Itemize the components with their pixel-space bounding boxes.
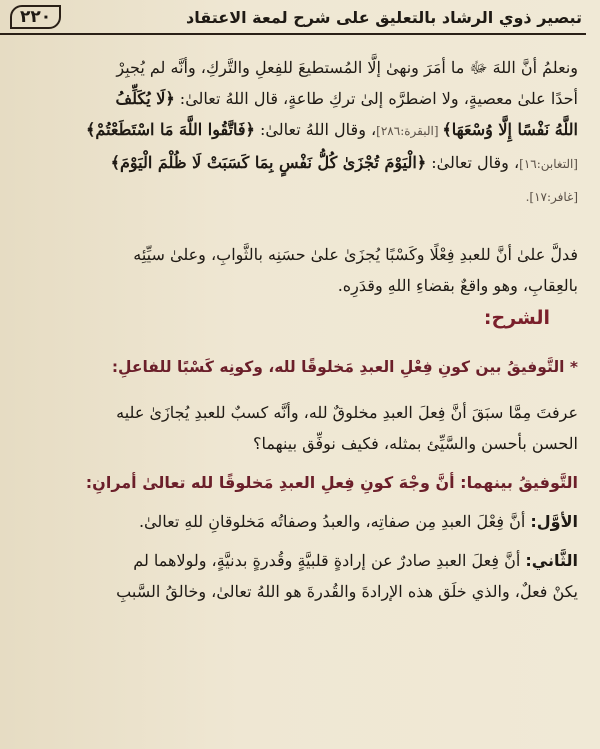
quran-verse: ﴿الْيَوْمَ تُجْزَىٰ كُلُّ نَفْسٍ بِمَا كَسَبَتْ لَا ظُلْمَ الْيَوْمَ﴾	[110, 153, 427, 172]
quran-verse: ﴿لَا يُكَلِّفُ	[115, 89, 175, 108]
sharh-line-3	[30, 467, 578, 498]
spacer	[30, 213, 578, 239]
matn-line-7: بالعِقابِ، وهو واقعٌ بقضاءِ اللهِ وقدَرِه.	[337, 276, 578, 295]
matn-text: أحدًا علىٰ معصيةٍ، ولا اضطرَّه إلىٰ تركِ طاعةٍ، قال اللهُ تعالىٰ:	[174, 89, 578, 108]
matn-line-1: ونعلمُ أنَّ اللهَ ﷻ ما أمَرَ ونهىٰ إلَّا المُستطيعَ للفِعلِ والتَّركِ، وأنَّه لم يُجبِرْ	[116, 58, 578, 77]
tawfiq-label: التَّوفيقُ بينهما:	[460, 473, 578, 492]
running-title: تبصير ذوي الرشاد بالتعليق على شرح لمعة الاعتقاد	[186, 7, 582, 27]
spacer	[30, 459, 578, 467]
quran-verse: ﴿فَاتَّقُوا اللَّهَ مَا اسْتَطَعْتُمْ﴾	[86, 120, 255, 139]
page-content	[30, 52, 578, 607]
matn-line-4	[30, 147, 578, 180]
spacer	[30, 537, 578, 545]
sharh-line-6: يكنْ فعلٌ، والذي خلَق هذه الإرادةَ والقُدرةَ هو اللهُ تعالىٰ، وخالقُ السَّببِ	[116, 582, 578, 601]
first-label: الأوَّل:	[530, 512, 578, 531]
page-header	[10, 4, 582, 30]
first-text: أنَّ فِعْلَ العبدِ مِن صفاتِه، والعبدُ وصفاتُه مَخلوقانِ للهِ تعالىٰ.	[138, 512, 531, 531]
sharh-line-2: الحسن بأحسن والسَّيِّئ بمثله، فكيف نوفِّق بينهما؟	[252, 434, 578, 453]
matn-line-2	[30, 83, 578, 114]
sharh-line-1: عرفتَ مِمَّا سبَقَ أنَّ فِعلَ العبدِ مخلوقٌ لله، وأنَّه كسبٌ للعبدِ يُجازَىٰ عليه	[116, 403, 578, 422]
sharh-line-4	[30, 506, 578, 537]
tawfiq-text: أنَّ وجْهَ كونِ فِعلِ العبدِ مَخلوقًا لله تعالىٰ أمرانِ:	[85, 473, 461, 492]
spacer	[30, 383, 578, 397]
verse-reference: [غافر:١٧].	[525, 190, 578, 204]
matn-line-5	[30, 180, 578, 213]
matn-text: ، وقال تعالىٰ:	[426, 153, 520, 172]
sharh-heading: * التَّوفيقُ بين كونِ فِعْلِ العبدِ مَخلوقًا لله، وكونِه كَسْبًا للفاعلِ:	[111, 358, 578, 376]
page-number: ٢٢٠	[10, 5, 61, 29]
second-text: أنَّ فِعلَ العبدِ صادرٌ عن إرادةٍ قلبيَّةٍ وقُدرةٍ بدنيَّةٍ، ولولاهما لم	[133, 551, 526, 570]
header-rule	[0, 33, 586, 35]
second-label: الثَّاني:	[525, 551, 578, 570]
verse-reference: [التغابن:١٦]	[519, 157, 578, 171]
matn-text: ، وقال اللهُ تعالىٰ:	[254, 120, 377, 139]
quran-verse: اللَّهُ نَفْسًا إِلَّا وُسْعَهَا﴾	[442, 120, 578, 139]
sharh-line-5	[30, 545, 578, 576]
sharh-title: الشرح:	[483, 307, 550, 329]
matn-line-6: فدلَّ علىٰ أنَّ للعبدِ فِعْلًا وكَسْبًا يُجزَىٰ علىٰ حسَنِه بالثَّوابِ، وعلىٰ سيِّئِه	[133, 245, 578, 264]
spacer	[30, 498, 578, 506]
verse-reference: [البقرة:٢٨٦]	[376, 124, 443, 138]
matn-line-3	[30, 114, 578, 147]
